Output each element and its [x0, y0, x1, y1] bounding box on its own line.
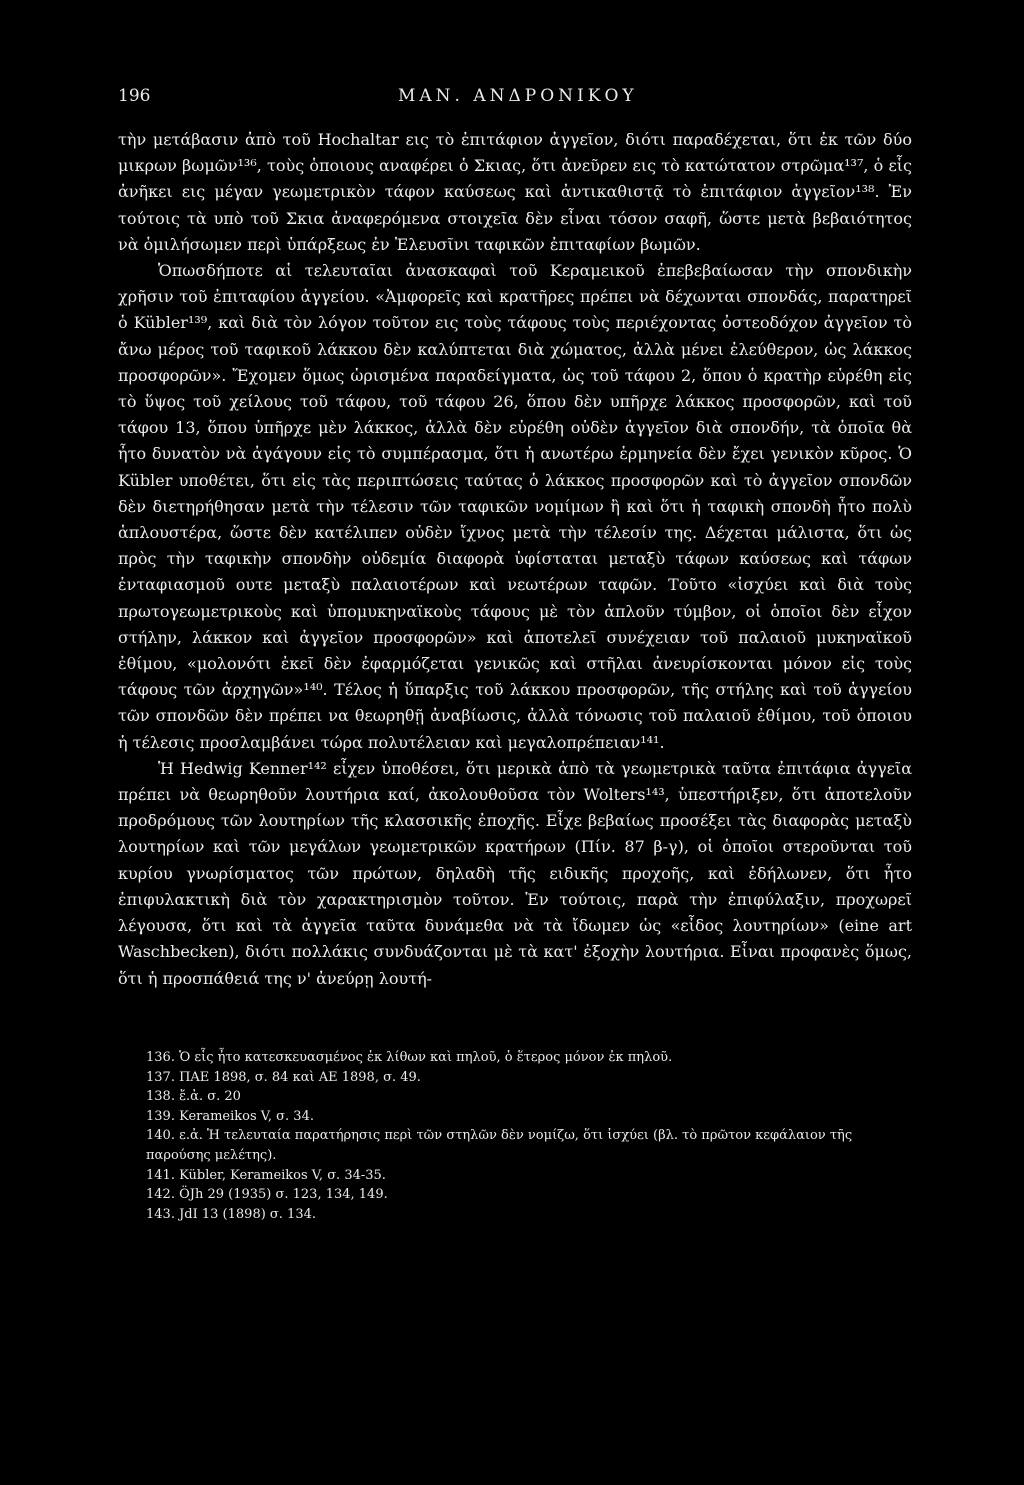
footnote: 141. Kübler, Kerameikos V, σ. 34-35.	[146, 1167, 386, 1183]
paragraph: Ἡ Hedwig Kenner¹⁴² εἶχεν ὑποθέσει, ὅτι μερικὰ ἀπὸ τὰ γεωμετρικὰ ταῦτα ἐπιτάφια ἀγγεῖα πρέπει νὰ θεωρηθοῦν λουτήρια καί, ἀκολουθοῦσα τὸν Wolters¹⁴³, ὑπεστήριξεν, ὅτι ἀποτελοῦν προδρόμους τῶν λουτηρίων τῆς κλασσικῆς ἐποχῆς. Εἶχε βεβαίως προσέξει τὰς διαφορὰς μεταξὺ λουτηρίων καὶ τῶν μεγάλων γεωμετρικῶν κρατήρων (Πίν. 87 β-γ), οἱ ὁποῖοι στεροῦνται τοῦ κυρίου γνωρίσματος τῶν πρώτων, δηλαδὴ τῆς ειδικῆς προχοῆς, καὶ ἐδήλωνεν, ὅτι ἦτο ἐπιφυλακτικὴ διὰ τὸν χαρακτηρισμὸν τοῦτον. Ἐν τούτοις, παρὰ τὴν ἐπιφύλαξιν, προχωρεῖ λέγουσα, ὅτι καὶ τὰ ἀγγεῖα ταῦτα δυνάμεθα νὰ τὰ ἴδωμεν ὡς «εἶδος λουτηρίων» (eine art Waschbecken), διότι πολλάκις συνδυάζονται μὲ τὰ κατ' ἐξοχὴν λουτήρια. Εἶναι προφανὲς ὅμως, ὅτι ἡ προσπάθειά της ν' ἀνεύρῃ λουτή-	[118, 758, 912, 988]
footnote: 140. ε.ἀ. Ἡ τελευταία παρατήρησις περὶ τῶν στηλῶν δὲν νομίζω, ὅτι ἰσχύει (βλ. τὸ πρῶτον κεφάλαιον τῆς παρούσης μελέτης).	[146, 1128, 853, 1163]
paragraph: τὴν μετάβασιν ἀπὸ τοῦ Hochaltar εις τὸ ἐπιτάφιον ἀγγεῖον, διότι παραδέχεται, ὅτι ἐκ τῶν δύο μικρων βωμῶν¹³⁶, τοὺς ὁποιους αναφέρει ὁ Σκιας, ὅτι ἀνεῦρεν εις τὸ κατώτατον στρῶμα¹³⁷, ὁ εἷς ἀνῆκει εις μέγαν γεωμετρικὸν τάφον καύσεως καὶ ἀντικαθιστᾷ τὸ ἐπιτάφιον ἀγγεῖον¹³⁸. Ἐν τούτοις τὰ υπὸ τοῦ Σκια ἀναφερόμενα στοιχεῖα δὲν εἶναι τόσον σαφῆ, ὥστε μετὰ βεβαιότητος νὰ ὁμιλήσωμεν περὶ ὑπάρξεως ἐν Ἐλευσῖνι ταφικῶν ἐπιταφίων βωμῶν.	[118, 130, 912, 254]
footnote: 139. Kerameikos V, σ. 34.	[146, 1108, 314, 1124]
page-number: 196	[118, 86, 151, 106]
footnote: 136. Ὁ εἷς ἦτο κατεσκευασμένος ἐκ λίθων καὶ πηλοῦ, ὁ ἕτερος μόνον ἐκ πηλοῦ.	[146, 1050, 673, 1065]
paragraph: Ὁπωσδήποτε αἱ τελευταῖαι ἀνασκαφαὶ τοῦ Κεραμεικοῦ ἐπεβεβαίωσαν τὴν σπονδικὴν χρῆσιν τοῦ ἐπιταφίου ἀγγείου. «Ἀμφορεῖς καὶ κρατῆρες πρέπει νὰ δέχωνται σπονδάς, παρατηρεῖ ὁ Kübler¹³⁹, καὶ διὰ τὸν λόγον τοῦτον εις τοὺς τάφους τοὺς περιέχοντας ὀστεοδόχον ἀγγεῖον τὸ ἄνω μέρος τοῦ ταφικοῦ λάκκου δὲν καλύπτεται διὰ χώματος, ἀλλὰ μένει ἐλεύθερον, ὡς λάκκος προσφορῶν». Ἔχομεν ὅμως ὡρισμένα παραδείγματα, ὡς τοῦ τάφου 2, ὅπου ὁ κρατὴρ εὑρέθη εἰς τὸ ὕψος τοῦ χείλους τοῦ τάφου, τοῦ τάφου 26, ὅπου δὲν υπῆρχε λάκκος προσφορῶν, καὶ τοῦ τάφου 13, ὅπου ὑπῆρχε μὲν λάκκος, ἀλλὰ δὲν εὑρέθη οὐδὲν ἀγγεῖον διὰ σπονδήν, τὰ ὁποῖα θὰ ἦτο δυνατὸν νὰ ἀγάγουν εἰς τὸ συμπέρασμα, ὅτι ἡ ανωτέρω ἑρμηνεία δὲν ἔχει γενικὸν κῦρος. Ὁ Kübler υποθέτει, ὅτι εἰς τὰς περιπτώσεις ταύτας ὁ λάκκος προσφορῶν καὶ τὸ ἀγγεῖον σπονδῶν δὲν διετηρήθησαν μετὰ τὴν τέλεσιν τῶν ταφικῶν νομίμων ἢ καὶ ὅτι ἡ ταφικὴ σπονδὴ ἦτο πολὺ ἁπλουστέρα, ὥστε δὲν κατέλιπεν οὐδὲν ἴχνος μετὰ τὴν τέλεσίν της. Δέχεται μάλιστα, ὅτι ὡς πρὸς τὴν ταφικὴν σπονδὴν οὐδεμία διαφορὰ ὑφίσταται μεταξὺ τάφων καύσεως καὶ τάφων ἐνταφιασμοῦ ουτε μεταξὺ παλαιοτέρων καὶ νεωτέρων ταφῶν. Τοῦτο «ἰσχύει καὶ διὰ τοὺς πρωτογεωμετρικοὺς καὶ ὑπομυκηναϊκοὺς τάφους μὲ τὸν ἁπλοῦν τύμβον, οἱ ὁποῖοι δὲν εἶχον στήλην, λάκκον καὶ ἀγγεῖον προσφορῶν» καὶ ἀποτελεῖ συνέχειαν τοῦ παλαιοῦ μυκηναϊκοῦ ἐθίμου, «μολονότι ἐκεῖ δὲν ἐφαρμόζεται γενικῶς καὶ στῆλαι ἀνευρίσκονται μόνον εἰς τοὺς τάφους τῶν ἀρχηγῶν»¹⁴⁰. Τέλος ἡ ὕπαρξις τοῦ λάκκου προσφορῶν, τῆς στήλης καὶ τοῦ ἀγγείου τῶν σπονδῶν δὲν πρέπει να θεωρηθῇ ἀναβίωσις, ἀλλὰ τόνωσις τοῦ παλαιοῦ ἐθίμου, τοῦ ὁποιου ἡ τέλεσις προσλαμβάνει τώρα πολυτέλειαν καὶ μεγαλοπρέπειαν¹⁴¹.	[118, 261, 912, 752]
footnote: 143. JdI 13 (1898) σ. 134.	[146, 1206, 316, 1222]
body-text	[118, 127, 912, 992]
footnote: 142. ÖJh 29 (1935) σ. 123, 134, 149.	[146, 1187, 388, 1203]
footnotes	[118, 1048, 912, 1224]
footnote: 137. ΠΑΕ 1898, σ. 84 καὶ ΑΕ 1898, σ. 49.	[146, 1069, 421, 1085]
footnote: 138. ἔ.ἀ. σ. 20	[146, 1089, 241, 1105]
page-header	[118, 86, 908, 116]
running-head: ΜΑΝ. ΑΝΔΡΟΝΙΚΟΥ	[398, 86, 638, 106]
